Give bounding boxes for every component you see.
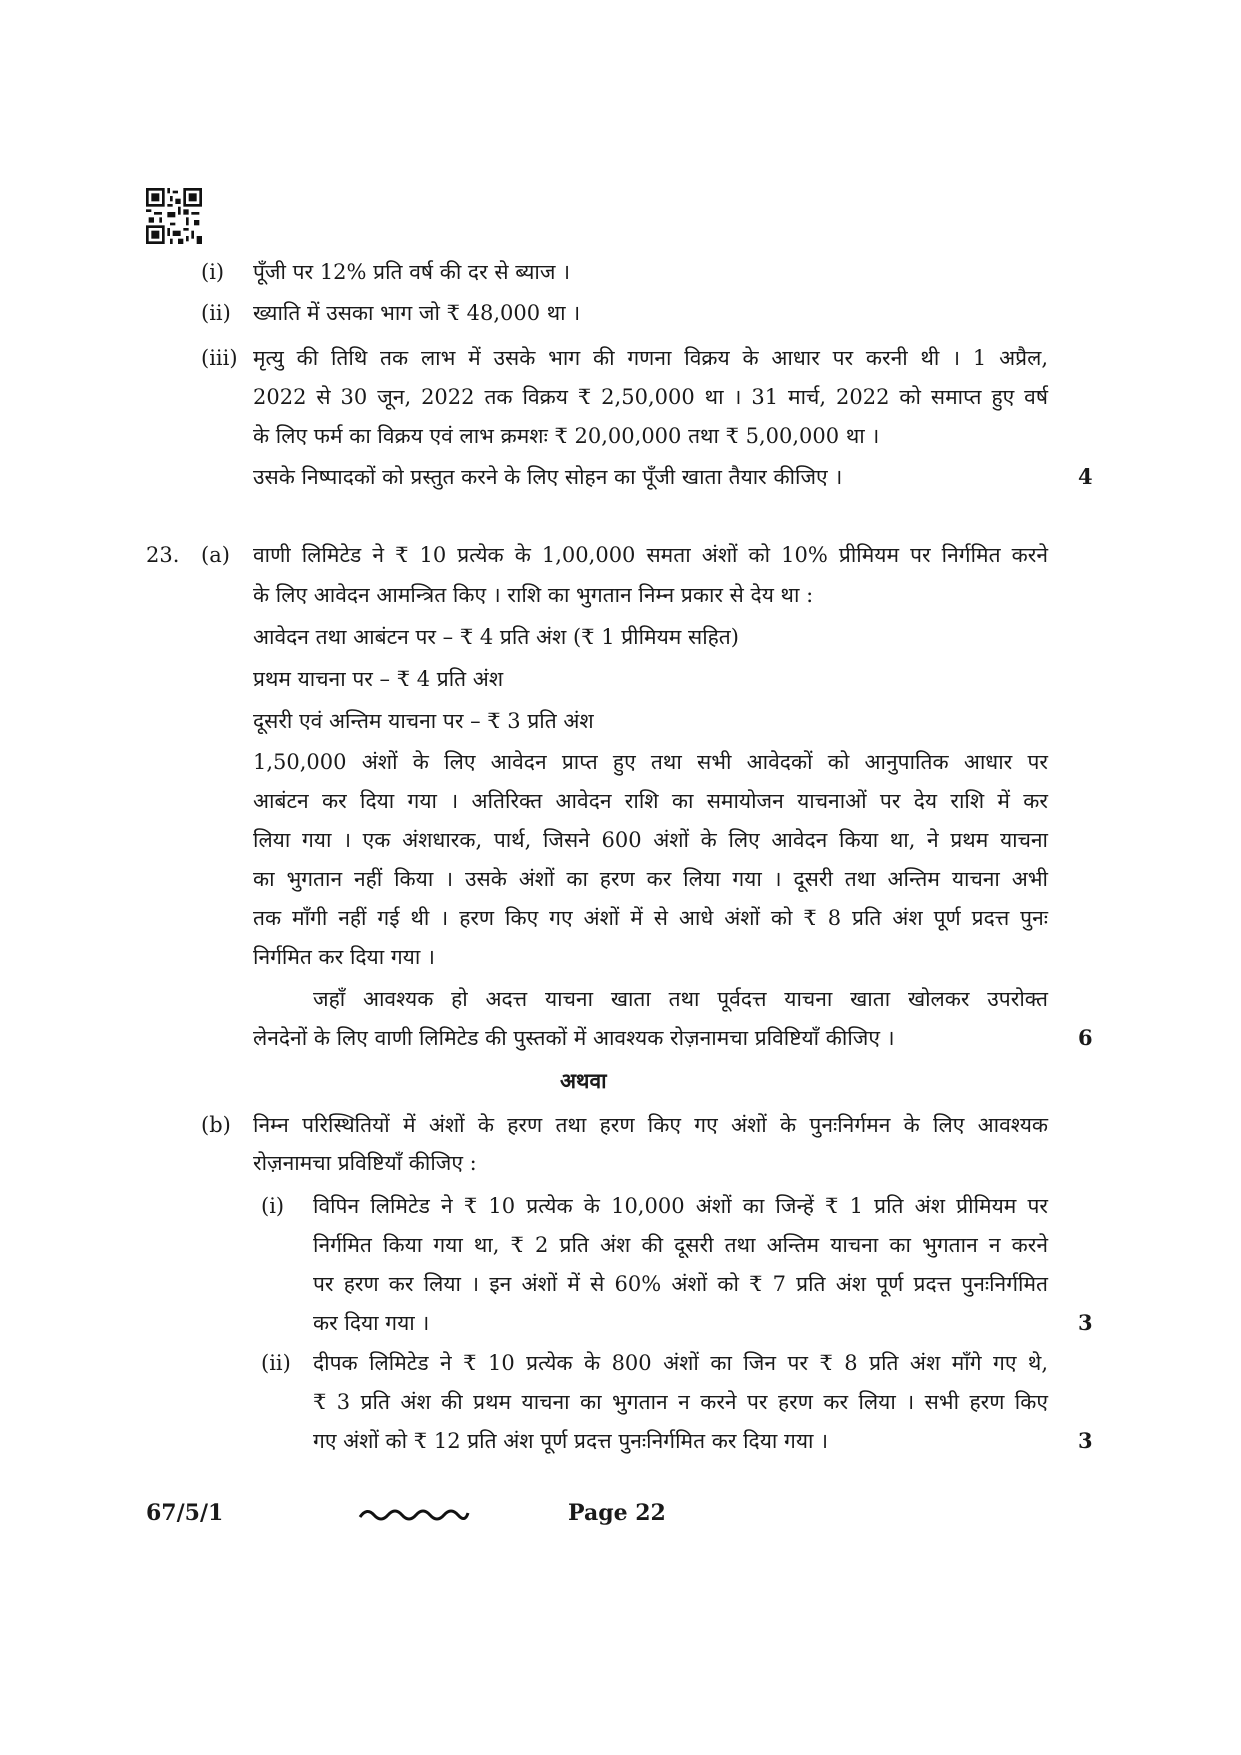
item-iii-line-1: मृत्यु की तिथि तक लाभ में उसके भाग की गणना विक्रय के आधार पर करनी थी । 1 अप्रैल, — [253, 346, 1048, 370]
question-number-23: 23. — [146, 543, 180, 567]
wave-ornament-icon — [358, 1505, 470, 1523]
part-b-i-line-4: कर दिया गया । — [313, 1311, 430, 1335]
part-a-body-line-3: लिया गया । एक अंशधारक, पार्थ, जिसने 600 अंशों के लिए आवेदन किया था, ने प्रथम याचना — [253, 828, 1048, 852]
part-b-i-label: (i) — [261, 1194, 285, 1218]
item-iii-number: (iii) — [201, 346, 238, 370]
qr-code-icon — [146, 188, 202, 244]
part-a-body-line-5: तक माँगी नहीं गई थी । हरण किए गए अंशों में से आधे अंशों को ₹ 8 प्रति अंश पूर्ण प्रदत्त पुनः — [253, 906, 1048, 930]
item-i-number: (i) — [201, 260, 225, 284]
item-ii-number: (ii) — [201, 301, 231, 325]
part-b-label: (b) — [201, 1113, 231, 1137]
part-a-instruction-line-2: लेनदेनों के लिए वाणी लिमिटेड की पुस्तकों में आवश्यक रोज़नामचा प्रविष्टियाँ कीजिए । — [253, 1026, 895, 1050]
schedule-application-allotment: आवेदन तथा आबंटन पर – ₹ 4 प्रति अंश (₹ 1 प्रीमियम सहित) — [253, 625, 739, 649]
part-a-instruction-line-1: जहाँ आवश्यक हो अदत्त याचना खाता तथा पूर्वदत्त याचना खाता खोलकर उपरोक्त — [313, 987, 1048, 1011]
part-b-i-line-2: निर्गमित किया गया था, ₹ 2 प्रति अंश की दूसरी तथा अन्तिम याचना का भुगतान न करने — [313, 1233, 1048, 1257]
part-b-i-line-1: विपिन लिमिटेड ने ₹ 10 प्रत्येक के 10,000 अंशों का जिन्हें ₹ 1 प्रति अंश प्रीमियम पर — [313, 1194, 1048, 1218]
capital-account-instruction: उसके निष्पादकों को प्रस्तुत करने के लिए सोहन का पूँजी खाता तैयार कीजिए । — [253, 465, 843, 489]
part-a-body-line-6: निर्गमित कर दिया गया । — [253, 945, 435, 969]
part-b-ii-label: (ii) — [261, 1351, 291, 1375]
marks-part-b-i: 3 — [1078, 1310, 1093, 1335]
item-i-text: पूँजी पर 12% प्रति वर्ष की दर से ब्याज । — [253, 260, 571, 284]
part-b-i-line-3: पर हरण कर लिया । इन अंशों में से 60% अंशों को ₹ 7 प्रति अंश पूर्ण प्रदत्त पुनःनिर्गमित — [313, 1272, 1048, 1296]
paper-code: 67/5/1 — [146, 1500, 224, 1526]
part-a-body-line-4: का भुगतान नहीं किया । उसके अंशों का हरण कर लिया गया । दूसरी तथा अन्तिम याचना अभी — [253, 867, 1048, 891]
part-a-body-line-2: आबंटन कर दिया गया । अतिरिक्त आवेदन राशि का समायोजन याचनाओं पर देय राशि में कर — [253, 789, 1048, 813]
item-ii-text: ख्याति में उसका भाग जो ₹ 48,000 था । — [253, 301, 581, 325]
schedule-final-call: दूसरी एवं अन्तिम याचना पर – ₹ 3 प्रति अंश — [253, 709, 594, 733]
item-iii-line-2: 2022 से 30 जून, 2022 तक विक्रय ₹ 2,50,000 था । 31 मार्च, 2022 को समाप्त हुए वर्ष — [253, 385, 1048, 409]
part-b-intro-line-2: रोज़नामचा प्रविष्टियाँ कीजिए : — [253, 1151, 477, 1175]
part-b-ii-line-1: दीपक लिमिटेड ने ₹ 10 प्रत्येक के 800 अंशों का जिन पर ₹ 8 प्रति अंश माँगे गए थे, — [313, 1351, 1048, 1375]
part-a-label: (a) — [201, 543, 230, 567]
part-a-body-line-1: 1,50,000 अंशों के लिए आवेदन प्राप्त हुए तथा सभी आवेदकों को आनुपातिक आधार पर — [253, 750, 1048, 774]
item-iii-line-3: के लिए फर्म का विक्रय एवं लाभ क्रमशः ₹ 20,00,000 तथा ₹ 5,00,000 था । — [253, 424, 880, 448]
marks-part-a: 6 — [1078, 1025, 1093, 1050]
or-separator: अथवा — [560, 1068, 607, 1093]
part-b-ii-line-2: ₹ 3 प्रति अंश की प्रथम याचना का भुगतान न करने पर हरण कर लिया । सभी हरण किए — [313, 1390, 1048, 1414]
marks-part-b-ii: 3 — [1078, 1428, 1093, 1453]
part-a-intro-line-2: के लिए आवेदन आमन्त्रित किए । राशि का भुगतान निम्न प्रकार से देय था : — [253, 583, 814, 607]
schedule-first-call: प्रथम याचना पर – ₹ 4 प्रति अंश — [253, 667, 504, 691]
part-b-ii-line-3: गए अंशों को ₹ 12 प्रति अंश पूर्ण प्रदत्त पुनःनिर्गमित कर दिया गया । — [313, 1429, 829, 1453]
marks-continuation: 4 — [1078, 464, 1093, 489]
part-b-intro-line-1: निम्न परिस्थितियों में अंशों के हरण तथा हरण किए गए अंशों के पुनःनिर्गमन के लिए आवश्यक — [253, 1113, 1048, 1137]
page-number: Page 22 — [568, 1500, 666, 1526]
part-a-intro-line-1: वाणी लिमिटेड ने ₹ 10 प्रत्येक के 1,00,000 समता अंशों को 10% प्रीमियम पर निर्गमित करने — [253, 543, 1048, 567]
